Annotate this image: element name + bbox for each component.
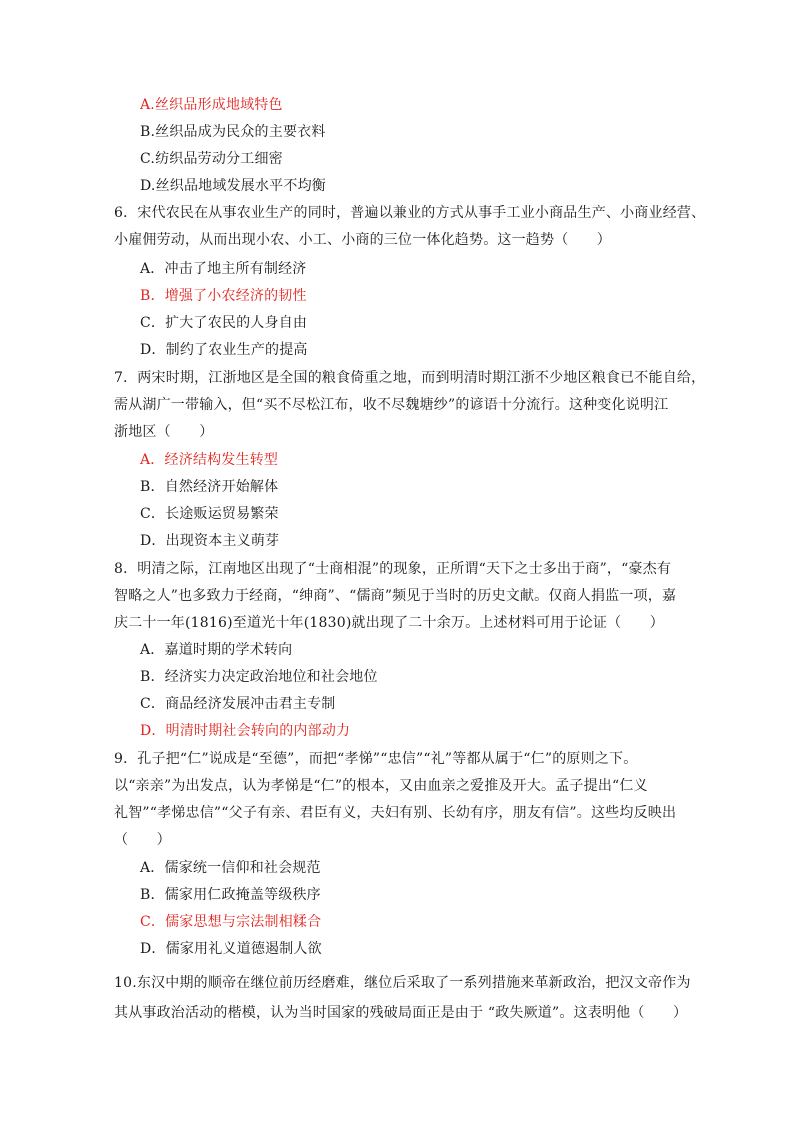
q10-stem-line-2: 其从事政治活动的楷模，认为当时国家的残破局面正是由于 “政失厥道”。这表明他（ ）: [114, 1005, 688, 1021]
q9-stem-line-2: 以“亲亲”为出发点，认为孝悌是“仁”的根本，又由血亲之爱推及开大。孟子提出“仁义: [114, 778, 648, 794]
q7-stem-line-3: 浙地区（ ）: [114, 424, 214, 440]
q7-stem-line-2: 需从湖广一带输入，但“买不尽松江布，收不尽魏塘纱”的谚语十分流行。这种变化说明江: [114, 397, 669, 413]
q6-option-d: D．制约了农业生产的提高: [140, 342, 308, 358]
q9-option-b: B．儒家用仁政掩盖等级秩序: [140, 887, 321, 903]
q7-option-c: C．长途贩运贸易繁荣: [140, 506, 279, 522]
q9-option-c: C．儒家思想与宗法制相糅合: [140, 914, 322, 930]
q8-option-a: A．嘉道时期的学术转向: [140, 642, 293, 658]
q9-stem-line-4: （ ）: [114, 832, 171, 848]
q8-stem-line-1: 8．明清之际，江南地区出现了“士商相混”的现象，正所谓“天下之士多出于商”，“豪杰有: [114, 561, 672, 577]
q9-option-a: A．儒家统一信仰和社会规范: [140, 860, 321, 876]
q10-stem-line-1: 10.东汉中期的顺帝在继位前历经磨难，继位后采取了一系列措施来革新政治，把汉文帝作为: [114, 975, 691, 991]
q5-option-d: D.丝织品地域发展水平不均衡: [140, 178, 326, 194]
q5-option-c: C.纺织品劳动分工细密: [140, 151, 283, 167]
q8-option-d: D．明清时期社会转向的内部动力: [140, 723, 351, 739]
q9-stem-line-3: 礼智”“孝悌忠信”“父子有亲、君臣有义，夫妇有别、长幼有序，朋友有信”。这些均反映出: [114, 805, 677, 821]
q8-stem-line-3: 庆二十一年(1816)至道光十年(1830)就出现了二十余万。上述材料可用于论证（ ）: [114, 615, 664, 631]
q6-option-a: A．冲击了地主所有制经济: [140, 261, 307, 277]
q6-option-c: C．扩大了农民的人身自由: [140, 315, 308, 331]
q6-option-b: B．增强了小农经济的韧性: [140, 288, 307, 304]
q7-option-b: B．自然经济开始解体: [140, 479, 279, 495]
q8-option-c: C．商品经济发展冲击君主专制: [140, 696, 336, 712]
q7-option-a: A．经济结构发生转型: [140, 452, 279, 468]
q6-stem-line-2: 小雇佣劳动，从而出现小农、小工、小商的三位一体化趋势。这一趋势（ ）: [114, 232, 611, 248]
q6-stem-line-1: 6．宋代农民在从事农业生产的同时，普遍以兼业的方式从事手工业小商品生产、小商业经营、: [114, 205, 706, 221]
q9-stem-line-1: 9．孔子把“仁”说成是“至德”，而把“孝悌”“忠信”“礼”等都从属于“仁”的原则之下。: [114, 751, 638, 767]
q5-option-a: A.丝织品形成地域特色: [140, 97, 283, 113]
q8-option-b: B．经济实力决定政治地位和社会地位: [140, 669, 378, 685]
q5-option-b: B.丝织品成为民众的主要衣料: [140, 124, 326, 140]
q7-option-d: D．出现资本主义萌芽: [140, 533, 280, 549]
q7-stem-line-1: 7．两宋时期，江浙地区是全国的粮食倚重之地，而到明清时期江浙不少地区粮食已不能自给，: [114, 370, 706, 386]
q8-stem-line-2: 智略之人”也多致力于经商，“绅商”、“儒商”频见于当时的历史文献。仅商人捐监一项，嘉: [114, 588, 677, 604]
q9-option-d: D．儒家用礼义道德遏制人欲: [140, 941, 322, 957]
